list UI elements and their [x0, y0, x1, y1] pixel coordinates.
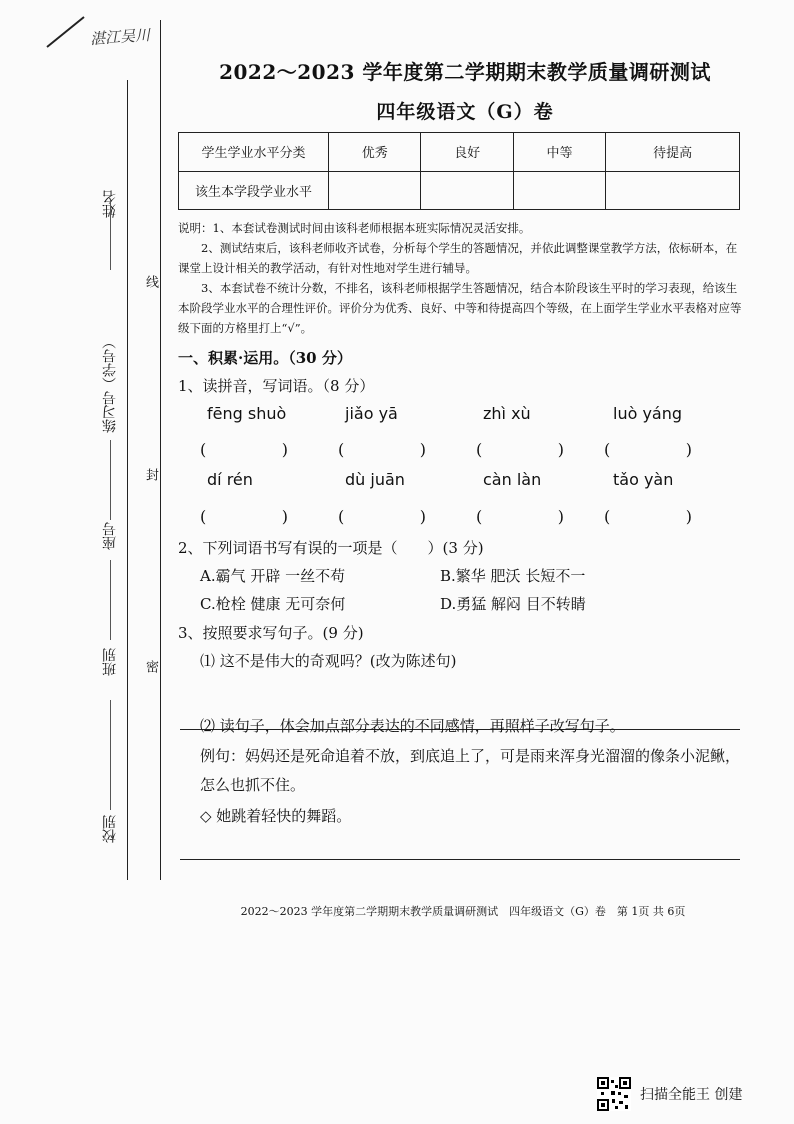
q2-option-c[interactable]: C.枪栓 健康 无可奈何	[200, 595, 346, 613]
level-header-medium: 中等	[513, 133, 605, 172]
class-label: 班别	[102, 648, 118, 676]
binding-mark-line: 线	[143, 275, 158, 288]
level-cell-improve[interactable]	[606, 171, 740, 210]
level-header-good: 良好	[421, 133, 513, 172]
handwritten-note: 湛江吴川	[89, 25, 151, 49]
level-row-label: 该生本学段学业水平	[179, 171, 329, 210]
level-cell-good[interactable]	[421, 171, 513, 210]
q1-label: 1、读拼音，写词语。（8 分）	[178, 377, 375, 395]
binding-mark-secret: 密	[143, 660, 158, 673]
binding-mark-seal: 封	[143, 468, 158, 481]
level-table-header-row	[179, 133, 740, 172]
seat-number-label: 座号	[102, 522, 118, 550]
section-1-title: 一、积累·运用。（30 分）	[178, 349, 352, 367]
q3-label: 3、按照要求写句子。(9 分)	[178, 624, 364, 642]
level-cell-excellent[interactable]	[329, 171, 421, 210]
level-cell-medium[interactable]	[513, 171, 605, 210]
student-number-label: 练习号（学号）	[102, 335, 118, 433]
q2-label: 2、下列词语书写有误的一项是（ ）(3 分)	[178, 539, 484, 557]
pinyin-4: luò yáng	[613, 404, 683, 423]
answer-box-5[interactable]: ( )	[200, 507, 288, 526]
answer-box-8[interactable]: ( )	[604, 507, 692, 526]
exam-title: 2022～2023 学年度第二学期期末教学质量调研测试	[219, 60, 711, 84]
pen-stroke	[42, 12, 92, 52]
name-label: 姓名	[102, 190, 118, 218]
note-3: 3、本套试卷不统计分数，不排名，该科老师根据学生答题情况，结合本阶段该生平时的学习表现，给该生本阶段学业水平的合理性评价。评价分为优秀、良好、中等和待提高四个等级，在上面学生学业水平表格对应等级下面的方格里打上“√”。	[178, 281, 742, 335]
fill-line-school[interactable]	[110, 700, 111, 810]
pinyin-7: càn làn	[483, 470, 542, 489]
q2-option-a[interactable]: A.霸气 开辟 一丝不苟	[200, 567, 346, 585]
pinyin-8: tǎo yàn	[613, 470, 674, 489]
level-table-value-row	[179, 171, 740, 210]
answer-box-1[interactable]: ( )	[200, 440, 288, 459]
q2-option-d[interactable]: D.勇猛 解闷 目不转睛	[440, 595, 586, 613]
pinyin-2: jiǎo yā	[345, 404, 398, 423]
answer-line-2[interactable]	[180, 859, 740, 860]
answer-box-7[interactable]: ( )	[476, 507, 564, 526]
pinyin-3: zhì xù	[483, 404, 531, 423]
instructions	[178, 218, 746, 338]
q3-sub2: ⑵ 读句子，体会加点部分表达的不同感情，再照样子改写句子。	[200, 717, 625, 735]
pinyin-5: dí rén	[207, 470, 253, 489]
qr-code-icon	[597, 1077, 631, 1111]
answer-box-4[interactable]: ( )	[604, 440, 692, 459]
scanner-watermark: 扫描全能王 创建	[640, 1087, 743, 1103]
answer-box-2[interactable]: ( )	[338, 440, 426, 459]
level-table	[178, 132, 740, 210]
binding-line-right	[160, 20, 161, 880]
level-header-category: 学生学业水平分类	[179, 133, 329, 172]
pinyin-1: fēng shuò	[207, 404, 287, 423]
q2-option-b[interactable]: B.繁华 肥沃 长短不一	[440, 567, 586, 585]
school-label: 校别	[102, 815, 118, 843]
answer-box-3[interactable]: ( )	[476, 440, 564, 459]
note-1: 说明：1、本套试卷测试时间由该科老师根据本班实际情况灵活安排。	[178, 221, 531, 235]
answer-box-6[interactable]: ( )	[338, 507, 426, 526]
fill-line-name[interactable]	[110, 200, 111, 270]
page-footer: 2022～2023 学年度第二学期期末教学质量调研测试 四年级语文（G）卷 第 1页 共 6页	[240, 905, 686, 918]
pinyin-6: dù juān	[345, 470, 405, 489]
note-2: 2、测试结束后，该科老师收齐试卷，分析每个学生的答题情况，并依此调整课堂教学方法，依标研本，在课堂上设计相关的教学活动，有针对性地对学生进行辅导。	[178, 241, 738, 275]
q3-prompt: ◇ 她跳着轻快的舞蹈。	[200, 807, 352, 825]
level-header-excellent: 优秀	[329, 133, 421, 172]
fill-line-number[interactable]	[110, 440, 111, 520]
exam-subtitle: 四年级语文（G）卷	[376, 101, 554, 123]
binding-line-left	[127, 80, 128, 880]
q3-example: 例句：妈妈还是死命追着不放，到底追上了，可是雨来浑身光溜溜的像条小泥鳅，怎么也抓不住。	[200, 747, 741, 794]
q3-sub1: ⑴ 这不是伟大的奇观吗？(改为陈述句)	[200, 652, 457, 670]
level-header-improve: 待提高	[606, 133, 740, 172]
fill-line-class[interactable]	[110, 560, 111, 640]
